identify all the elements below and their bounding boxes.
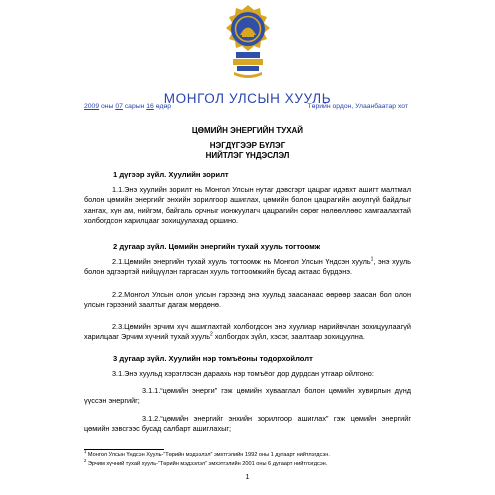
law-header-title: МОНГОЛ УЛСЫН ХУУЛЬ <box>163 91 332 106</box>
article-3-heading: 3 дугаар зүйл. Хуулийн нэр томъёоны тодорхойлолт <box>113 354 313 363</box>
article-2-paragraph-3-rest: холбогдох зүйл, хэсэг, заалтаар зохицуулна. <box>212 332 365 342</box>
article-3-paragraph-3: 3.1.2.“цөмийн энергийг энхийн зорилгоор ашиглах” гэж цөмийн энергийг цөмийн зэвсгээс бусад салбарт ашиглахыг; <box>84 414 411 434</box>
chapter-title: НИЙТЛЭГ ҮНДЭСЛЭЛ <box>205 151 290 160</box>
date-month-word: сарын <box>124 103 145 110</box>
footnote-2 <box>84 458 328 467</box>
footnote-separator <box>84 449 164 450</box>
law-place: Төрийн ордон, Улаанбаатар хот <box>307 103 408 110</box>
article-3-paragraph-2: 3.1.1.“цөмийн энерги” гэж цөмийн хувааглал болон цөмийн хувирлын дүнд үүссэн энергийг; <box>84 386 411 406</box>
footnote-ref-2: 2 <box>210 331 213 338</box>
date-day-word: өдөр <box>155 103 172 110</box>
footnote-1-mark: 1 <box>84 449 87 455</box>
article-2-paragraph-1-rest: , энэ хууль болон эдгээртэй нийцүүлэн гаргасан хууль тогтоомжийн бусад актаас бүрдэнэ. <box>84 257 411 277</box>
article-2-paragraph-1-text: 2.1.Цөмийн энергийн тухай хууль тогтоомж нь Монгол Улсын Үндсэн хууль <box>112 257 371 266</box>
article-2-paragraph-2: 2.2.Монгол Улсын олон улсын гэрээнд энэ хуульд заасанаас өөрөөр заасан бол олон улсын гэрээний заалтыг дагаж мөрдөнө. <box>84 290 411 310</box>
article-1-paragraph-1: 1.1.Энэ хуулийн зорилт нь Монгол Улсын нутаг дэвсгэрт цацраг идэвхт ашигт малтмал болон цөмийн энергийг энхийн зорилгоор ашиглах, цөмийн болон цацрагийн аюулгүй байдлыг хангах, хүн ам, нийгэм, байгаль орчныг ионжуулагч цацрагийн сөрөг нөлөөллөөс хамгаалахтай холбогдсон харилцааг зохицуулахад оршино. <box>84 185 411 226</box>
state-emblem-icon <box>223 4 273 80</box>
date-month: 07 <box>115 103 123 110</box>
article-1-heading: 1 дүгээр зүйл. Хуулийн зорилт <box>113 170 229 179</box>
document-title: ЦӨМИЙН ЭНЕРГИЙН ТУХАЙ <box>191 126 304 135</box>
article-2-paragraph-3 <box>84 322 411 343</box>
date-year-word: оны <box>101 103 114 110</box>
article-2-heading: 2 дугаар зүйл. Цөмийн энергийн тухай хууль тогтоомж <box>113 242 321 251</box>
article-2-paragraph-3-text: 2.3.Цөмийн эрчим хүч ашиглахтай холбогдсон энэ хуулиар нарийвчлан зохицуулаагүй харилцааг Эрчим хүчний тухай хууль <box>84 322 411 342</box>
date-day: 16 <box>146 103 154 110</box>
footnote-ref-1: 1 <box>370 256 374 263</box>
article-2-paragraph-1 <box>84 257 411 278</box>
footnote-1 <box>84 449 330 458</box>
footnote-2-mark: 2 <box>84 458 87 464</box>
law-date <box>84 103 171 110</box>
footnote-2-text: Эрчим хүчний тухай хууль-“Төрийн мэдээлэл” эмхэтгэлийн 2001 оны 6 дугаарт нийтлэгдсэн. <box>86 461 328 467</box>
article-3-paragraph-1: 3.1.Энэ хуульд хэрэглэсэн дараахь нэр томъёог дор дурдсан утгаар ойлгоно: <box>112 369 374 378</box>
chapter-number: НЭГДҮГЭЭР БҮЛЭГ <box>209 141 286 150</box>
page-number: 1 <box>245 474 250 481</box>
footnote-1-text: Монгол Улсын Үндсэн Хууль-“Төрийн мэдээлэл” эмхтгэлийн 1992 оны 1 дугаарт нийтлэгдсэн. <box>86 452 330 458</box>
date-year: 2009 <box>84 103 100 110</box>
